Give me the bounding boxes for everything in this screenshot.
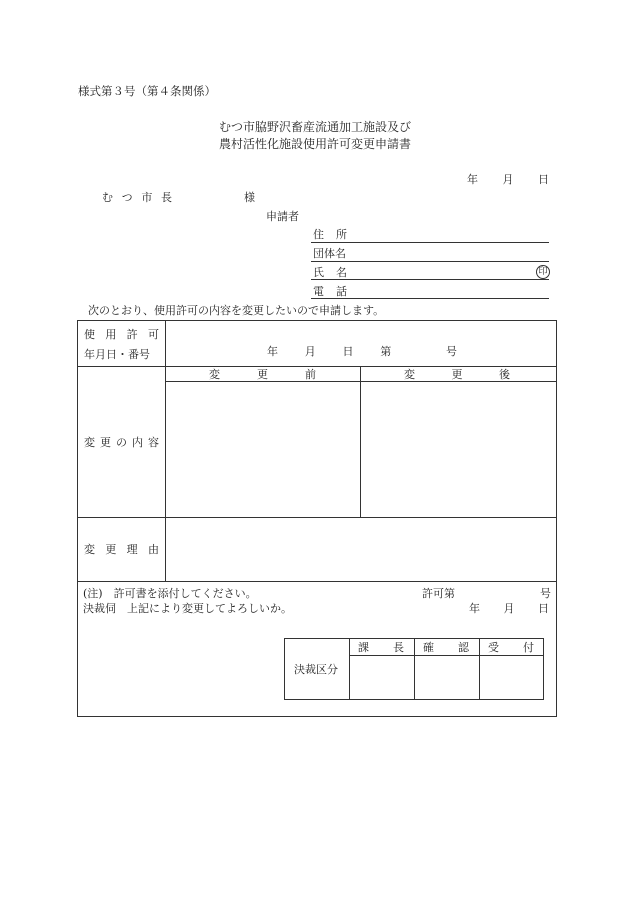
before-header: 変 更 前 <box>209 368 316 381</box>
approval-box <box>284 638 544 700</box>
date-month-label: 月 <box>502 173 514 186</box>
approval-request-text: 決裁伺 上記により変更してよろしいか。 <box>83 602 292 615</box>
after-header: 変 更 後 <box>404 368 510 381</box>
organization-label: 団体名 <box>313 247 346 260</box>
phone-label: 電 話 <box>313 285 347 298</box>
approval-date[interactable]: 年 月 日 <box>469 602 549 615</box>
form-number: 様式第３号（第４条関係） <box>78 84 216 98</box>
section-chief-header: 課 長 <box>358 641 404 654</box>
permit-label-line2: 年月日・番号 <box>84 348 150 361</box>
reason-label: 変 更 理 由 <box>84 543 159 556</box>
confirm-header: 確 認 <box>423 641 469 654</box>
approval-category-label: 決裁区分 <box>294 663 338 676</box>
note-text: (注) 許可書を添付してください。 <box>83 587 257 600</box>
organization-field[interactable] <box>311 261 549 262</box>
permit-date-number-field[interactable]: 年 月 日 第 号 <box>267 345 457 358</box>
receipt-header: 受 付 <box>488 641 534 654</box>
title-line2: 農村活性化施設使用許可変更申請書 <box>219 137 412 151</box>
title-line1: むつ市脇野沢畜産流通加工施設及び <box>219 120 412 134</box>
phone-field[interactable] <box>311 298 549 299</box>
addressee-name: む つ 市 長 <box>102 191 172 204</box>
permit-label-line1: 使 用 許 可 <box>84 328 159 341</box>
seal-mark: 印 <box>536 265 550 279</box>
change-content-label: 変 更 の 内 容 <box>84 436 159 449</box>
after-content-field[interactable] <box>361 382 556 517</box>
reason-field[interactable] <box>166 518 556 581</box>
confirm-stamp-cell[interactable] <box>415 656 479 699</box>
before-content-field[interactable] <box>166 382 360 517</box>
row-divider <box>78 366 556 367</box>
address-field[interactable] <box>311 242 549 243</box>
receipt-stamp-cell[interactable] <box>480 656 543 699</box>
address-label: 住 所 <box>313 228 347 241</box>
date-year-label: 年 <box>467 173 478 186</box>
permit-no-label: 許可第 <box>422 587 455 600</box>
row-divider <box>78 581 556 582</box>
name-label: 氏 名 <box>313 266 347 279</box>
addressee-honorific: 様 <box>244 191 255 204</box>
applicant-heading: 申請者 <box>266 210 299 223</box>
intro-text: 次のとおり、使用許可の内容を変更したいので申請します。 <box>88 304 385 317</box>
submission-date[interactable] <box>467 174 549 185</box>
name-field[interactable] <box>311 279 549 280</box>
date-day-label: 日 <box>538 173 549 186</box>
permit-no-suffix: 号 <box>540 587 551 600</box>
section-chief-stamp-cell[interactable] <box>350 656 414 699</box>
